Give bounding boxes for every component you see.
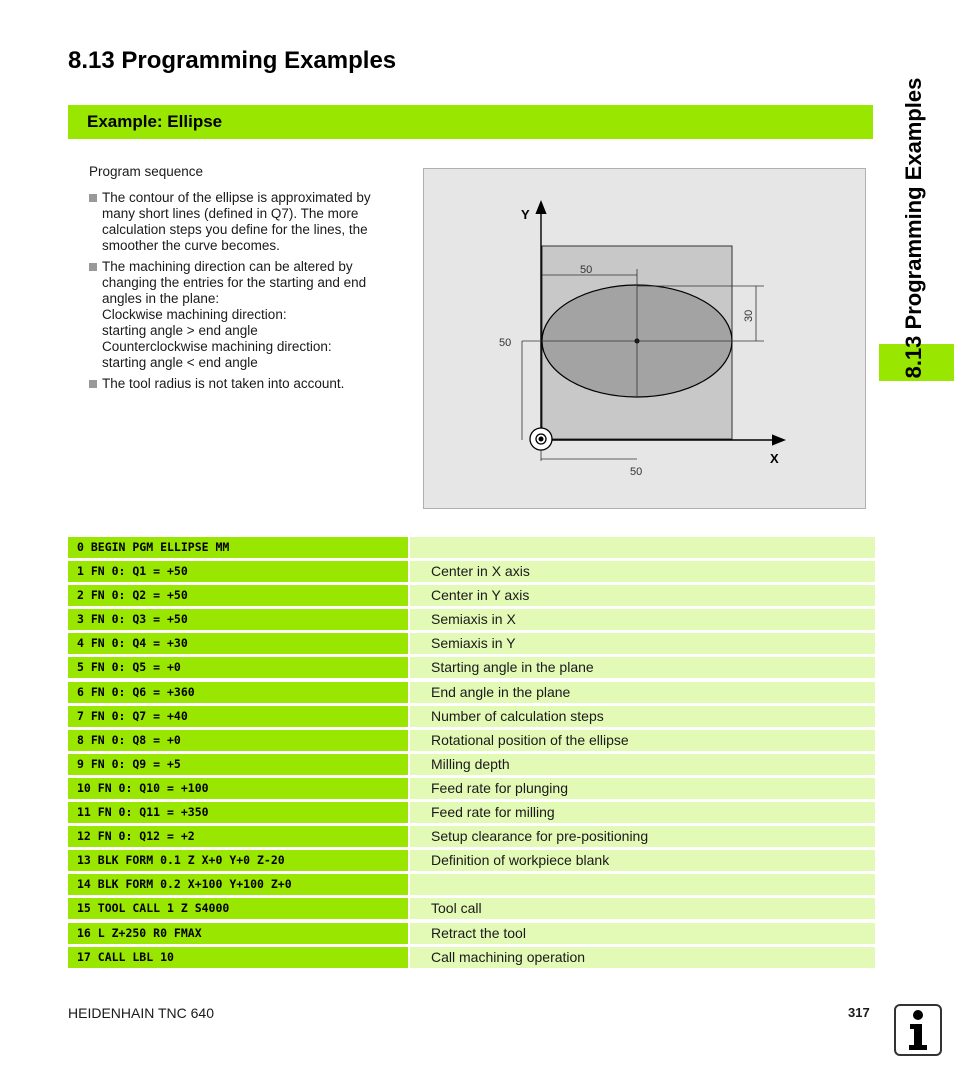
info-icon — [894, 1004, 942, 1056]
table-row — [68, 585, 875, 609]
description-cell: Starting angle in the plane — [410, 657, 875, 678]
description-cell: Center in Y axis — [410, 585, 875, 606]
table-row — [68, 561, 875, 585]
table-row — [68, 923, 875, 947]
table-row — [68, 730, 875, 754]
description-cell: Definition of workpiece blank — [410, 850, 875, 871]
code-cell: 9 FN 0: Q9 = +5 — [68, 754, 408, 775]
bullet-item — [89, 190, 399, 254]
description-cell: Semiaxis in Y — [410, 633, 875, 654]
code-cell: 3 FN 0: Q3 = +50 — [68, 609, 408, 630]
bullet-line: starting angle > end angle — [102, 323, 258, 338]
code-cell: 12 FN 0: Q12 = +2 — [68, 826, 408, 847]
bullet-line: smoother the curve becomes. — [102, 238, 280, 253]
code-cell: 7 FN 0: Q7 = +40 — [68, 706, 408, 727]
dim-x-top-label: 50 — [580, 264, 593, 276]
page-number: 317 — [848, 1005, 870, 1020]
table-row — [68, 682, 875, 706]
side-tab-label: 8.13 Programming Examples — [901, 77, 926, 379]
description-cell: Feed rate for milling — [410, 802, 875, 823]
section-title: Example: Ellipse — [87, 112, 223, 131]
table-row — [68, 850, 875, 874]
bullet-line: angles in the plane: — [102, 291, 220, 306]
dim-y-label: 50 — [499, 337, 512, 349]
bullet-line: Counterclockwise machining direction: — [102, 339, 332, 354]
origin-dot — [539, 437, 544, 442]
page-title: 8.13 Programming Examples — [68, 47, 397, 74]
bullet-line: starting angle < end angle — [102, 355, 258, 370]
bullet-line: many short lines (defined in Q7). The more — [102, 206, 359, 221]
bullet-line: The contour of the ellipse is approximated by — [102, 190, 371, 205]
description-cell: Retract the tool — [410, 923, 875, 944]
table-row — [68, 778, 875, 802]
table-row — [68, 947, 875, 971]
bullet-list — [89, 190, 399, 392]
description-cell: Milling depth — [410, 754, 875, 775]
description-cell: Tool call — [410, 898, 875, 919]
table-row — [68, 826, 875, 850]
dim-semiaxis-label: 30 — [743, 309, 755, 322]
bullet-square-icon — [89, 263, 97, 271]
description-cell: Setup clearance for pre-positioning — [410, 826, 875, 847]
code-cell: 2 FN 0: Q2 = +50 — [68, 585, 408, 606]
bullet-item — [89, 376, 399, 392]
code-cell: 10 FN 0: Q10 = +100 — [68, 778, 408, 799]
x-axis-label: X — [770, 451, 779, 466]
table-row — [68, 537, 875, 561]
code-cell: 14 BLK FORM 0.2 X+100 Y+100 Z+0 — [68, 874, 408, 895]
code-cell: 0 BEGIN PGM ELLIPSE MM — [68, 537, 408, 558]
description-cell: Rotational position of the ellipse — [410, 730, 875, 751]
section-header — [68, 105, 873, 139]
code-cell: 1 FN 0: Q1 = +50 — [68, 561, 408, 582]
code-cell: 16 L Z+250 R0 FMAX — [68, 923, 408, 944]
description-cell: Feed rate for plunging — [410, 778, 875, 799]
table-row — [68, 706, 875, 730]
description-cell — [410, 537, 875, 558]
bullet-square-icon — [89, 380, 97, 388]
description-cell: Center in X axis — [410, 561, 875, 582]
bullet-square-icon — [89, 194, 97, 202]
bullet-line: The machining direction can be altered by — [102, 259, 353, 274]
bullet-item — [89, 259, 399, 371]
code-cell: 15 TOOL CALL 1 Z S4000 — [68, 898, 408, 919]
description-cell: Semiaxis in X — [410, 609, 875, 630]
code-cell: 17 CALL LBL 10 — [68, 947, 408, 968]
dim-x-bottom-label: 50 — [630, 466, 643, 478]
y-axis-label: Y — [521, 207, 530, 222]
bullet-line: Clockwise machining direction: — [102, 307, 287, 322]
intro-lead: Program sequence — [89, 164, 204, 179]
code-cell: 4 FN 0: Q4 = +30 — [68, 633, 408, 654]
code-cell: 5 FN 0: Q5 = +0 — [68, 657, 408, 678]
bullet-line: calculation steps you define for the lines, the — [102, 222, 368, 237]
footer-product: HEIDENHAIN TNC 640 — [68, 1005, 215, 1021]
bullet-line: changing the entries for the starting and end — [102, 275, 367, 290]
table-row — [68, 802, 875, 826]
program-table — [68, 537, 875, 971]
table-row — [68, 657, 875, 681]
table-row — [68, 609, 875, 633]
description-cell: Call machining operation — [410, 947, 875, 968]
code-cell: 11 FN 0: Q11 = +350 — [68, 802, 408, 823]
description-cell: End angle in the plane — [410, 682, 875, 703]
bullet-line: The tool radius is not taken into account. — [102, 376, 345, 391]
ellipse-figure — [423, 168, 866, 509]
table-row — [68, 874, 875, 898]
table-row — [68, 754, 875, 778]
code-cell: 13 BLK FORM 0.1 Z X+0 Y+0 Z-20 — [68, 850, 408, 871]
table-row — [68, 898, 875, 922]
description-cell: Number of calculation steps — [410, 706, 875, 727]
code-cell: 8 FN 0: Q8 = +0 — [68, 730, 408, 751]
intro-text — [89, 164, 399, 397]
description-cell — [410, 874, 875, 895]
table-row — [68, 633, 875, 657]
code-cell: 6 FN 0: Q6 = +360 — [68, 682, 408, 703]
ellipse-drawing — [424, 169, 867, 510]
